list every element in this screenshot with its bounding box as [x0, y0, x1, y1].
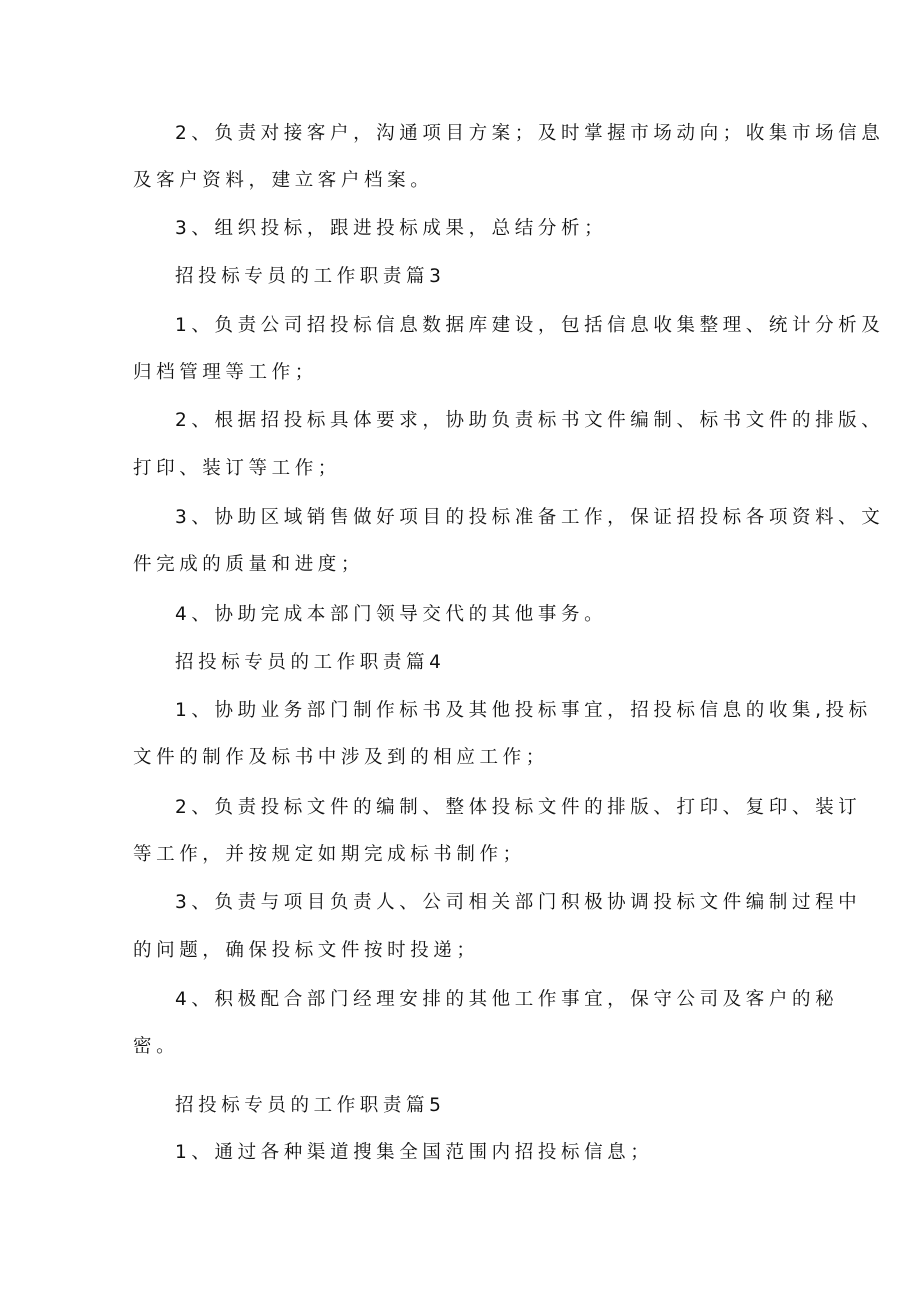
text-line: 2、负责投标文件的编制、整体投标文件的排版、打印、复印、装订	[175, 797, 862, 818]
section-heading-3: 招投标专员的工作职责篇3	[175, 266, 446, 287]
text-line: 1、负责公司招投标信息数据库建设，包括信息收集整理、统计分析及	[175, 315, 885, 336]
text-line: 及客户资料，建立客户档案。	[133, 170, 434, 191]
text-line: 3、协助区域销售做好项目的投标准备工作，保证招投标各项资料、文	[175, 507, 885, 528]
section-heading-4: 招投标专员的工作职责篇4	[175, 652, 446, 673]
text-line: 4、积极配合部门经理安排的其他工作事宜，保守公司及客户的秘	[175, 989, 839, 1010]
text-line: 2、根据招投标具体要求，协助负责标书文件编制、标书文件的排版、	[175, 410, 885, 431]
text-line: 文件的制作及标书中涉及到的相应工作；	[133, 747, 549, 768]
text-line: 等工作，并按规定如期完成标书制作；	[133, 844, 526, 865]
text-line: 的问题，确保投标文件按时投递；	[133, 940, 480, 961]
text-line: 1、协助业务部门制作标书及其他投标事宜，招投标信息的收集,投标	[175, 700, 872, 721]
text-line: 3、负责与项目负责人、公司相关部门积极协调投标文件编制过程中	[175, 892, 862, 913]
text-line: 归档管理等工作；	[133, 362, 318, 383]
paragraph-item-1: 1、通过各种渠道搜集全国范围内招投标信息；	[175, 1142, 654, 1163]
text-line: 件完成的质量和进度；	[133, 554, 365, 575]
text-line: 2、负责对接客户，沟通项目方案；及时掌握市场动向；收集市场信息	[175, 123, 885, 144]
text-line: 密。	[133, 1036, 180, 1057]
section-heading-5: 招投标专员的工作职责篇5	[175, 1095, 446, 1116]
paragraph-item-3: 3、组织投标，跟进投标成果，总结分析；	[175, 218, 608, 239]
paragraph-item-4: 4、协助完成本部门领导交代的其他事务。	[175, 604, 608, 625]
text-line: 打印、装订等工作；	[133, 458, 341, 479]
